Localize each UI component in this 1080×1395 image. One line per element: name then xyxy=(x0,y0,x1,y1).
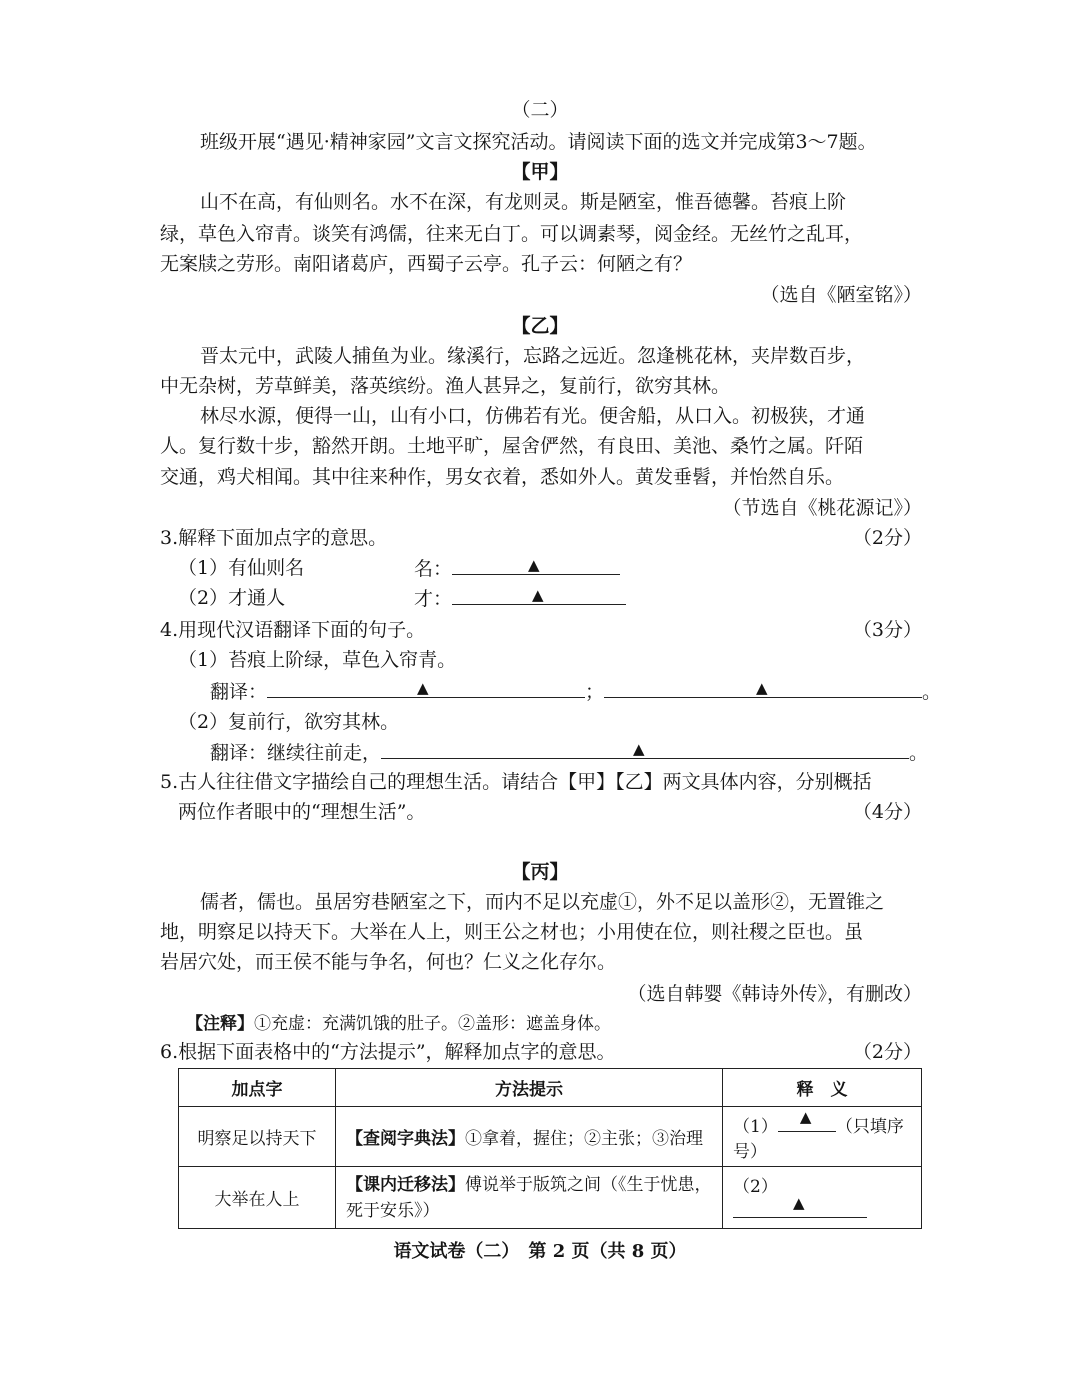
table-header-row xyxy=(179,1069,922,1107)
q3-answer-1: 名： ▲ xyxy=(414,554,620,583)
q4-answer-blank-1b[interactable] xyxy=(604,677,922,698)
bing-source: （选自韩婴《韩诗外传》，有删改） xyxy=(627,983,922,1005)
q6-table xyxy=(178,1068,922,1229)
answer-mark-icon: ▲ xyxy=(756,679,768,697)
q3-answer-2: 才： ▲ xyxy=(414,584,626,613)
table-row xyxy=(179,1107,922,1167)
q5-score: （4分） xyxy=(852,801,922,823)
table-cell-answer: （1） ▲ （只填序号） xyxy=(723,1107,922,1167)
bing-line-2: 地，明察足以持天下。大举在人上，则王公之材也；小用使在位，则社稷之臣也。虽 xyxy=(160,921,864,943)
q6-answer-blank-1[interactable] xyxy=(778,1108,836,1132)
answer-mark-icon: ▲ xyxy=(793,1194,805,1212)
q5-line-2: 两位作者眼中的“理想生活”。 xyxy=(178,801,426,823)
bing-heading: 【丙】 xyxy=(511,861,569,883)
answer-mark-icon: ▲ xyxy=(532,586,544,604)
q4-stem: 4.用现代汉语翻译下面的句子。 xyxy=(160,619,426,641)
page-footer: 语文试卷（二） 第 2 页（共 8 页） xyxy=(393,1241,687,1262)
answer-mark-icon: ▲ xyxy=(528,556,540,574)
bing-line-3: 岩居穴处，而王侯不能与争名，何也？仁义之化存尔。 xyxy=(160,951,617,973)
table-cell-method: 【课内迁移法】傅说举于版筑之间（《生于忧患，死于安乐》） xyxy=(336,1167,723,1229)
section-title: （二） xyxy=(511,99,569,121)
answer-mark-icon: ▲ xyxy=(417,679,429,697)
q4-item-2: （2）复前行，欲穷其林。 xyxy=(178,711,400,733)
yi-line-5: 交通，鸡犬相闻。其中往来种作，男女衣着，悉如外人。黄发垂髫，并怡然自乐。 xyxy=(160,466,845,488)
q4-translation-1: 翻译： ▲ ； ▲ 。 xyxy=(210,677,941,706)
q4-score: （3分） xyxy=(852,619,922,641)
yi-line-1: 晋太元中，武陵人捕鱼为业。缘溪行，忘路之远近。忽逢桃花林，夹岸数百步， xyxy=(200,345,866,367)
q5-line-1: 5.古人往往借文字描绘自己的理想生活。请结合【甲】【乙】两文具体内容，分别概括 xyxy=(160,771,872,793)
yi-line-3: 林尽水源，便得一山，山有小口，仿佛若有光。便舍船，从口入。初极狭，才通 xyxy=(200,405,866,427)
q3-score: （2分） xyxy=(852,527,922,549)
q4-translation-2: 翻译：继续往前走， ▲ 。 xyxy=(210,738,928,767)
q3-stem: 3.解释下面加点字的意思。 xyxy=(160,527,388,549)
q6-score: （2分） xyxy=(852,1041,922,1063)
table-header-word: 加点字 xyxy=(179,1069,336,1107)
jia-heading: 【甲】 xyxy=(511,161,569,183)
yi-source: （节选自《桃花源记》） xyxy=(722,497,922,519)
table-row xyxy=(179,1167,922,1229)
table-header-method: 方法提示 xyxy=(336,1069,723,1107)
jia-line-1: 山不在高，有仙则名。水不在深，有龙则灵。斯是陋室，惟吾德馨。苔痕上阶 xyxy=(200,191,847,213)
answer-mark-icon: ▲ xyxy=(799,1108,812,1126)
yi-line-4: 人。复行数十步，豁然开朗。土地平旷，屋舍俨然，有良田、美池、桑竹之属。阡陌 xyxy=(160,435,864,457)
q3-item-1: （1）有仙则名 xyxy=(178,557,305,579)
yi-heading: 【乙】 xyxy=(511,315,569,337)
jia-source: （选自《陋室铭》） xyxy=(760,284,922,306)
table-cell-method: 【查阅字典法】①拿着，握住；②主张；③治理 xyxy=(336,1107,723,1167)
table-cell-word: 大举在人上 xyxy=(179,1167,336,1229)
q3-answer-blank-2[interactable] xyxy=(452,584,626,605)
jia-line-3: 无案牍之劳形。南阳诸葛庐，西蜀子云亭。孔子云：何陋之有？ xyxy=(160,253,693,275)
answer-mark-icon: ▲ xyxy=(633,740,645,758)
q6-stem: 6.根据下面表格中的“方法提示”，解释加点字的意思。 xyxy=(160,1041,616,1063)
q3-answer-blank-1[interactable] xyxy=(452,554,620,575)
intro-text: 班级开展“遇见·精神家园”文言文探究活动。请阅读下面的选文并完成第3～7题。 xyxy=(200,131,877,153)
bing-line-1: 儒者，儒也。虽居穷巷陋室之下，而内不足以充虚①，外不足以盖形②，无置锥之 xyxy=(200,891,885,913)
q3-item-2: （2）才通人 xyxy=(178,587,286,609)
q6-answer-blank-2[interactable] xyxy=(733,1194,867,1218)
q4-answer-blank-2[interactable] xyxy=(381,738,909,759)
yi-line-2: 中无杂树，芳草鲜美，落英缤纷。渔人甚异之，复前行，欲穷其林。 xyxy=(160,375,731,397)
table-header-meaning: 释 义 xyxy=(723,1069,922,1107)
bing-note: 【注释】①充虚：充满饥饿的肚子。②盖形：遮盖身体。 xyxy=(186,1014,611,1034)
q4-item-1: （1）苔痕上阶绿，草色入帘青。 xyxy=(178,649,457,671)
jia-line-2: 绿，草色入帘青。谈笑有鸿儒，往来无白丁。可以调素琴，阅金经。无丝竹之乱耳， xyxy=(160,223,864,245)
q4-answer-blank-1a[interactable] xyxy=(267,677,585,698)
table-cell-word: 明察足以持天下 xyxy=(179,1107,336,1167)
table-cell-answer: （2） ▲ xyxy=(723,1167,922,1229)
